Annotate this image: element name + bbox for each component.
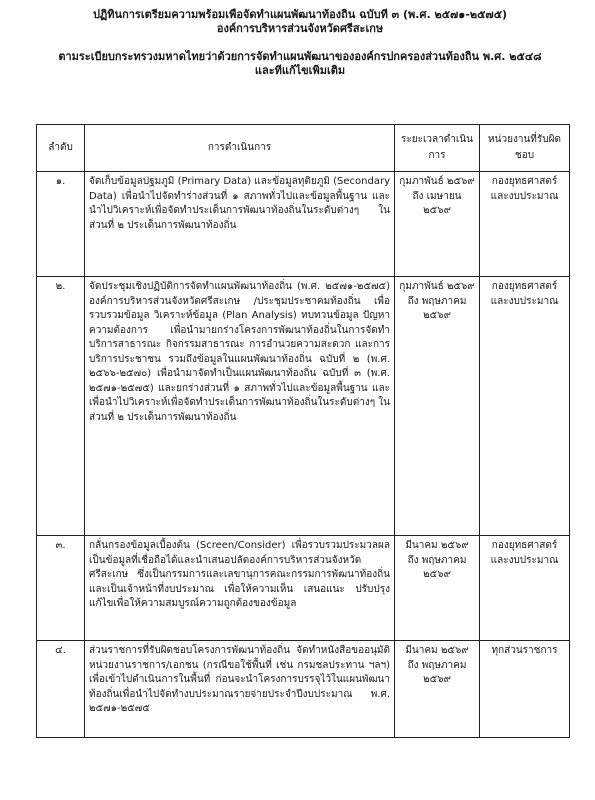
row-activity: ส่วนราชการที่รับผิดชอบโครงการพัฒนาท้องถิ่น จัดทำหนังสือขออนุมัติหน่วยงานราชการ/เอกชน (กรณีขอใช้พื้นที่ เช่น กรมชลประทาน ฯลฯ) เพื่อเข้าไปดำเนินการในพื้นที่ ก่อนจะนำโครงการบรรจุไว้ในแผนพัฒนาท้องถิ่นเพื่อนำไปจัดทำงบประมาณรายจ่ายประจำปีงบประมาณ พ.ศ. ๒๕๗๑-๒๕๗๕ (85, 641, 395, 738)
header-activity: การดำเนินการ (85, 125, 395, 172)
title-line-1: ปฏิทินการเตรียมความพร้อมเพื่อจัดทำแผนพัฒนาท้องถิ่น ฉบับที่ ๓ (พ.ศ. ๒๕๗๑-๒๕๗๕) (92, 8, 508, 21)
row-responsible: กองยุทธศาสตร์และงบประมาณ (480, 172, 570, 277)
title-line-3: ตามระเบียบกระทรวงมหาดไทยว่าด้วยการจัดทำแผนพัฒนาขององค์กรปกครองส่วนท้องถิ่น พ.ศ. ๒๕๔๘ (58, 50, 542, 63)
plan-calendar-table (36, 124, 570, 738)
title-line-2: องค์การบริหารส่วนจังหวัดศรีสะเกษ (216, 22, 384, 35)
row-responsible: กองยุทธศาสตร์และงบประมาณ (480, 536, 570, 641)
row-period: มีนาคม ๒๕๖๙ ถึง พฤษภาคม ๒๕๖๙ (395, 536, 480, 641)
row-number: ๒. (37, 277, 85, 536)
row-activity: จัดเก็บข้อมูลปฐมภูมิ (Primary Data) และข้อมูลทุติยภูมิ (Secondary Data) เพื่อนำไปจัดทำร่างส่วนที่ ๑ สภาพทั่วไปและข้อมูลพื้นฐาน และนำไปวิเคราะห์เพื่อจัดทำประเด็นการพัฒนาท้องถิ่นในระดับต่างๆ ในส่วนที่ ๒ ประเด็นการพัฒนาท้องถิ่น (85, 172, 395, 277)
row-period: กุมภาพันธ์ ๒๕๖๙ ถึง เมษายน ๒๕๖๙ (395, 172, 480, 277)
table-row (37, 641, 570, 738)
row-period: กุมภาพันธ์ ๒๕๖๙ ถึง พฤษภาคม ๒๕๖๙ (395, 277, 480, 536)
row-responsible: กองยุทธศาสตร์และงบประมาณ (480, 277, 570, 536)
row-period: มีนาคม ๒๕๖๙ ถึง พฤษภาคม ๒๕๖๙ (395, 641, 480, 738)
document-header (40, 8, 560, 78)
header-period: ระยะเวลาดำเนินการ (395, 125, 480, 172)
row-activity: จัดประชุมเชิงปฏิบัติการจัดทำแผนพัฒนาท้องถิ่น (พ.ศ. ๒๕๗๑-๒๕๗๕) องค์การบริหารส่วนจังหวัดศรีสะเกษ /ประชุมประชาคมท้องถิ่น เพื่อรวบรวมข้อมูล วิเคราะห์ข้อมูล (Plan Analysis) ทบทวนข้อมูล ปัญหาความต้องการ เพื่อนำมายกร่างโครงการพัฒนาท้องถิ่นในการจัดทำบริการสาธารณะ กิจกรรมสาธารณะ การอำนวยความสะดวก และการบริการประชาชน รวมถึงข้อมูลในแผนพัฒนาท้องถิ่น ฉบับที่ ๒ (พ.ศ. ๒๕๖๖-๒๕๗๐) เพื่อนำมาจัดทำเป็นแผนพัฒนาท้องถิ่น ฉบับที่ ๓ (พ.ศ. ๒๕๗๑-๒๕๗๕) และยกร่างส่วนที่ ๑ สภาพทั่วไปและข้อมูลพื้นฐาน และเพื่อนำไปวิเคราะห์เพื่อจัดทำประเด็นการพัฒนาท้องถิ่นในระดับต่างๆ ในส่วนที่ ๒ ประเด็นการพัฒนาท้องถิ่น (85, 277, 395, 536)
table-header-row (37, 125, 570, 172)
header-no: ลำดับ (37, 125, 85, 172)
row-number: ๔. (37, 641, 85, 738)
row-activity: กลั่นกรองข้อมูลเบื้องต้น (Screen/Consider) เพื่อรวบรวมประมวลผล เป็นข้อมูลที่เชื่อถือได้และนำเสนอปลัดองค์การบริหารส่วนจังหวัดศรีสะเกษ ซึ่งเป็นกรรมการและเลขานุการคณะกรรมการพัฒนาท้องถิ่น และเป็นเจ้าหน้าที่งบประมาณ เพื่อให้ความเห็น เสนอแนะ ปรับปรุง แก้ไขเพื่อให้ความสมบูรณ์ความถูกต้องของข้อมูล (85, 536, 395, 641)
table-row (37, 536, 570, 641)
row-number: ๓. (37, 536, 85, 641)
table-row (37, 172, 570, 277)
title-line-4: และที่แก้ไขเพิ่มเติม (254, 64, 346, 77)
table-row (37, 277, 570, 536)
header-responsible: หน่วยงานที่รับผิดชอบ (480, 125, 570, 172)
row-number: ๑. (37, 172, 85, 277)
row-responsible: ทุกส่วนราชการ (480, 641, 570, 738)
